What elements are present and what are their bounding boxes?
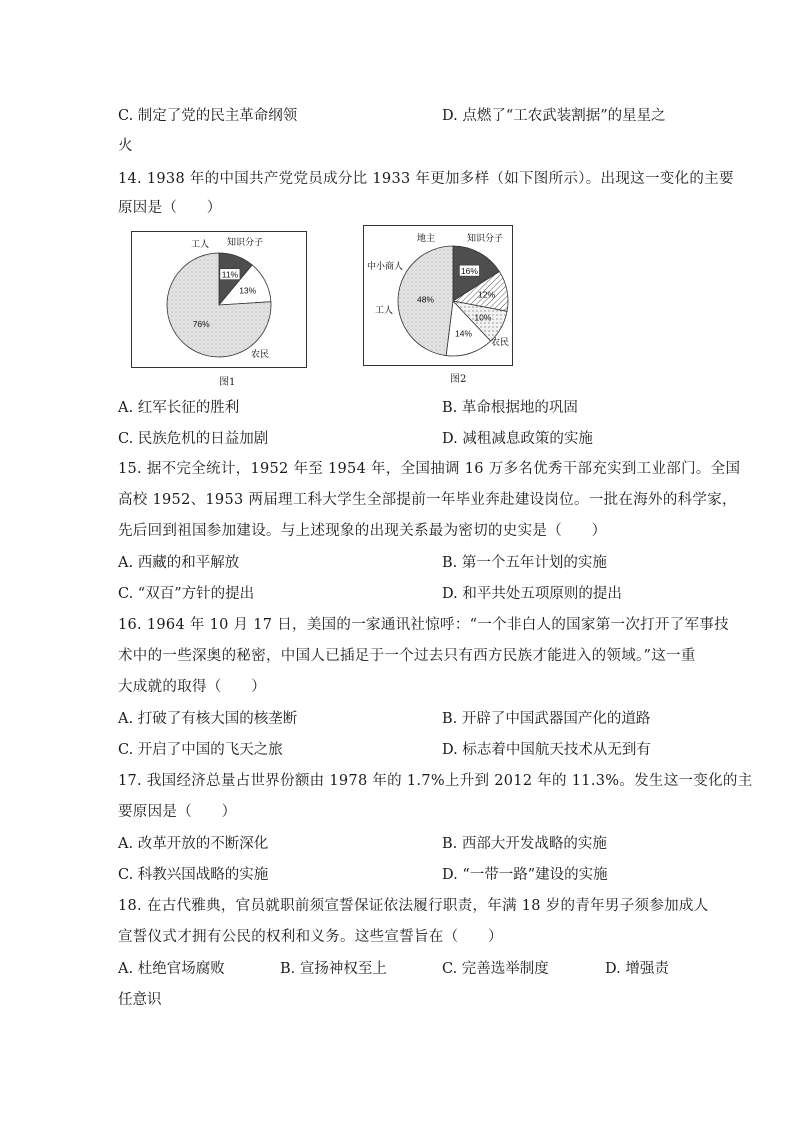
q17-option-c: C. 科教兴国战略的实施 xyxy=(118,867,269,883)
fig1-value-label-1: 13% xyxy=(239,285,257,296)
q18-stem-line1: 18. 在古代雅典，官员就职前须宣誓保证依法履行职责，年满 18 岁的青年男子须参加成人 xyxy=(118,898,709,914)
fig2-value-label-1: 12% xyxy=(477,289,496,300)
fig2-label-farmer: 农民 xyxy=(491,337,510,347)
q18-option-d-continued: 任意识 xyxy=(118,992,162,1008)
q16-stem-line3: 大成就的取得（ ） xyxy=(118,679,266,695)
fig1-value-label-0: 11% xyxy=(221,269,239,280)
fig2-value-label-4: 48% xyxy=(417,294,435,305)
fig1-label-farmer: 农民 xyxy=(251,349,270,359)
fig1-value-label-2: 76% xyxy=(192,318,210,329)
q17-option-a: A. 改革开放的不断深化 xyxy=(118,836,269,852)
fig2-value-label-2: 10% xyxy=(474,312,492,323)
figure-1-caption: 图1 xyxy=(219,377,236,388)
q17-stem-line1: 17. 我国经济总量占世界份额由 1978 年的 1.7%上升到 2012 年的 11.3%。发生这一变化的主 xyxy=(118,773,753,789)
q16-stem-line1: 16. 1964 年 10 月 17 日，美国的一家通讯社惊呼：“一个非白人的国家第一次打开了军事技 xyxy=(118,617,729,633)
q14-option-b: B. 革命根据地的巩固 xyxy=(442,400,578,416)
fig2-label-worker: 工人 xyxy=(375,305,394,315)
q16-stem-line2: 术中的一些深奥的秘密，中国人已插足于一个过去只有西方民族才能进入的领域。”这一重 xyxy=(118,648,696,664)
q15-option-c: C. “双百”方针的提出 xyxy=(118,586,255,602)
q18-option-c: C. 完善选举制度 xyxy=(442,961,549,977)
q16-option-c: C. 开启了中国的飞天之旅 xyxy=(118,742,283,758)
q16-option-b: B. 开辟了中国武器国产化的道路 xyxy=(442,711,651,727)
q13-option-d-continued: 火 xyxy=(118,138,133,154)
q15-stem-line1: 15. 据不完全统计，1952 年至 1954 年，全国抽调 16 万多名优秀干部充实到工业部门。全国 xyxy=(118,461,741,477)
q17-option-b: B. 西部大开发战略的实施 xyxy=(442,836,607,852)
fig2-label-intellectual: 知识分子 xyxy=(467,233,504,243)
fig2-value-label-3: 14% xyxy=(455,328,473,339)
q15-option-b: B. 第一个五年计划的实施 xyxy=(442,555,607,571)
q15-option-d: D. 和平共处五项原则的提出 xyxy=(442,586,622,602)
fig2-label-merchant: 中小商人 xyxy=(367,261,404,271)
q14-stem-line1: 14. 1938 年的中国共产党党员成分比 1933 年更加多样（如下图所示）。出现这一变化的主要 xyxy=(118,171,734,187)
q13-option-c: C. 制定了党的民主革命纲领 xyxy=(118,108,298,124)
fig2-value-label-0: 16% xyxy=(460,266,478,277)
q18-option-d: D. 增强责 xyxy=(605,961,669,977)
q13-option-d: D. 点燃了“工农武装割据”的星星之 xyxy=(442,108,666,124)
q16-option-a: A. 打破了有核大国的核垄断 xyxy=(118,711,298,727)
q18-stem-line2: 宣誓仪式才拥有公民的权利和义务。这些宣誓旨在（ ） xyxy=(118,929,503,945)
q14-option-c: C. 民族危机的日益加剧 xyxy=(118,431,269,447)
q18-option-a: A. 杜绝官场腐败 xyxy=(118,961,225,977)
q14-option-d: D. 减租减息政策的实施 xyxy=(442,431,593,447)
q15-stem-line3: 先后回到祖国参加建设。与上述现象的出现关系最为密切的史实是（ ） xyxy=(118,523,607,539)
q17-option-d: D. “一带一路”建设的实施 xyxy=(442,867,608,883)
q16-option-d: D. 标志着中国航天技术从无到有 xyxy=(442,742,651,758)
figure-2-caption: 图2 xyxy=(450,374,467,385)
q18-option-b: B. 宣扬神权至上 xyxy=(280,961,387,977)
fig1-label-intellectual: 知识分子 xyxy=(227,237,264,247)
pie-chart-figure-1 xyxy=(131,231,307,368)
pie-chart-figure-2 xyxy=(363,225,513,366)
q14-stem-line2: 原因是（ ） xyxy=(118,200,222,216)
q15-option-a: A. 西藏的和平解放 xyxy=(118,555,240,571)
q17-stem-line2: 要原因是（ ） xyxy=(118,804,237,820)
fig2-label-landlord: 地主 xyxy=(417,233,436,243)
fig1-label-worker: 工人 xyxy=(191,239,210,249)
q15-stem-line2: 高校 1952、1953 两届理工科大学生全部提前一年毕业奔赴建设岗位。一批在海外的科学家， xyxy=(118,492,737,508)
q14-option-a: A. 红军长征的胜利 xyxy=(118,400,240,416)
